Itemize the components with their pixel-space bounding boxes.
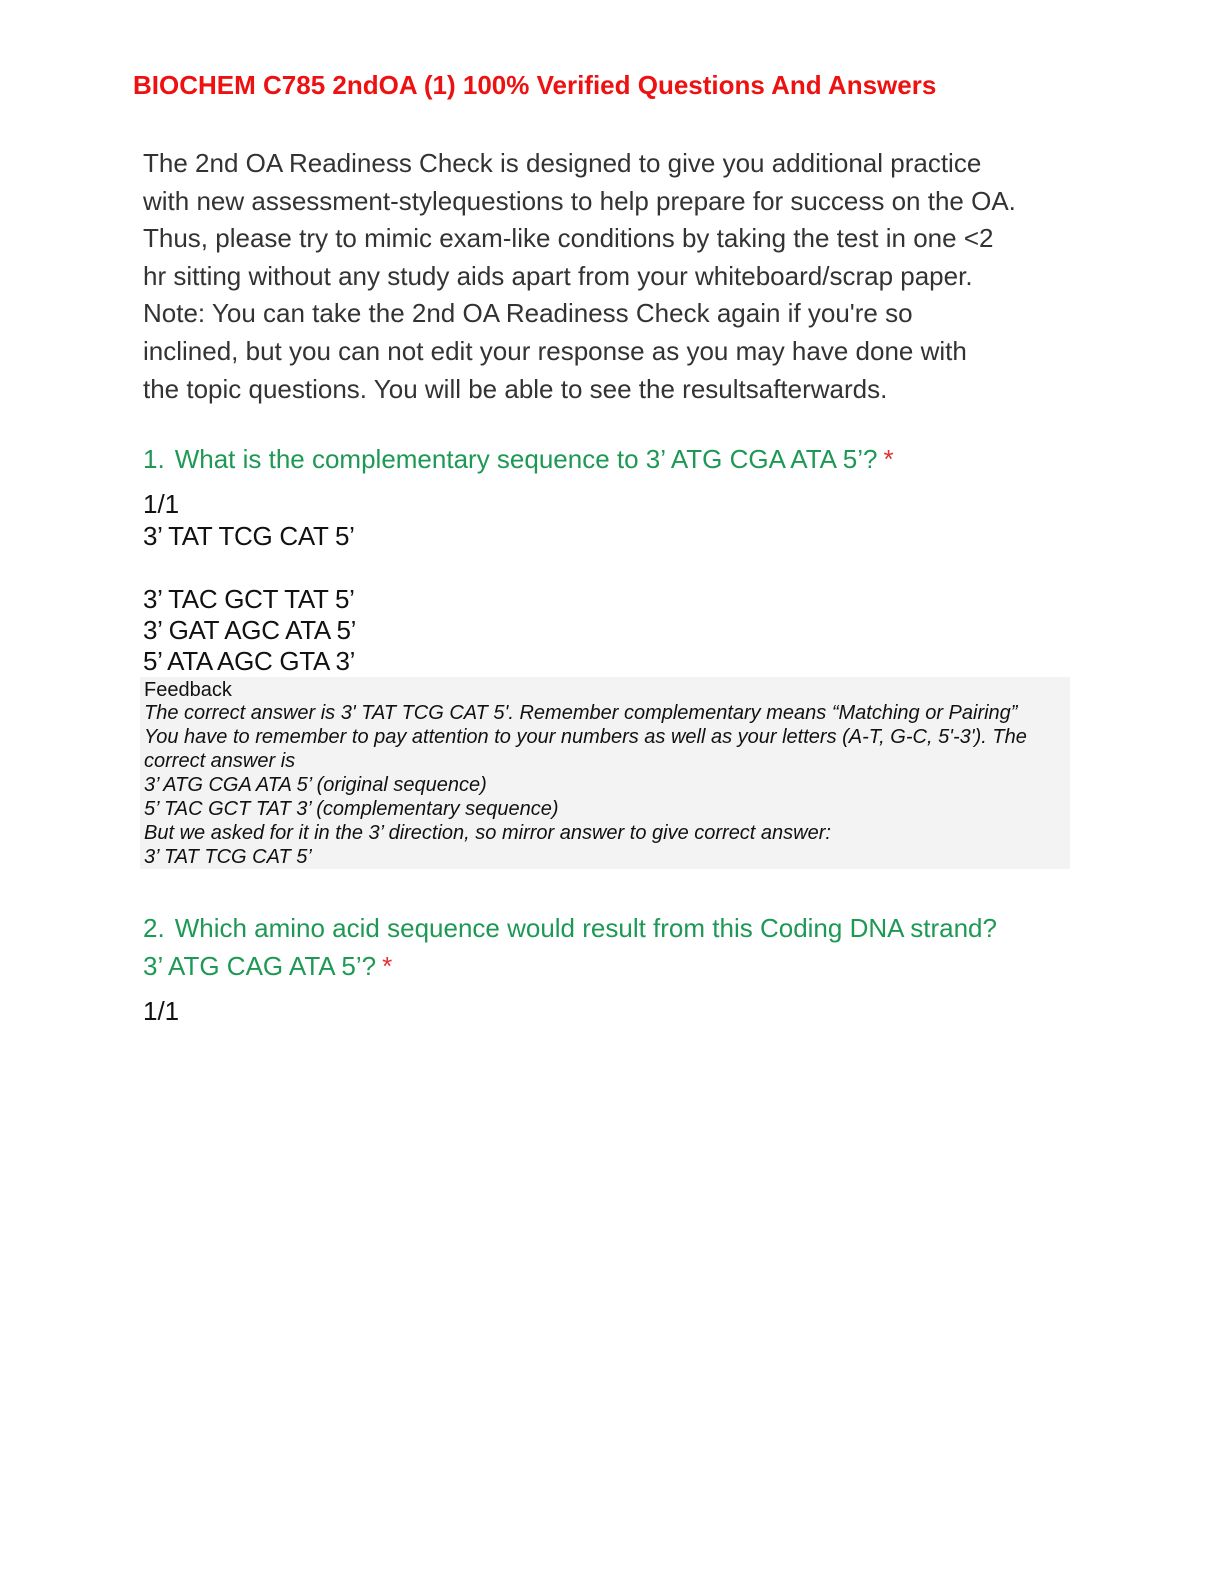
question-number: 1. — [143, 444, 165, 474]
required-marker: * — [382, 951, 393, 981]
feedback-text — [144, 701, 1066, 869]
answer-option[interactable]: 3’ TAC GCT TAT 5’ — [143, 584, 355, 614]
intro-line: with new assessment-stylequestions to help prepare for success on the OA. — [143, 185, 1016, 216]
required-marker: * — [883, 444, 894, 474]
document-title: BIOCHEM C785 2ndOA (1) 100% Verified Questions And Answers — [133, 70, 937, 100]
intro-line: inclined, but you can not edit your response as you may have done with — [143, 335, 967, 366]
question-number: 2. — [143, 913, 165, 943]
feedback-line: The correct answer is 3' TAT TCG CAT 5'. Remember complementary means “Matching or Pairing” — [144, 702, 1018, 724]
feedback-heading: Feedback — [144, 679, 232, 701]
feedback-line: 3’ ATG CGA ATA 5’ (original sequence) — [144, 774, 487, 796]
question-text: What is the complementary sequence to 3’ ATG CGA ATA 5’? — [174, 444, 878, 474]
question-text: Which amino acid sequence would result from this Coding DNA strand? 3’ ATG CAG ATA 5’? — [143, 913, 997, 981]
feedback-line: But we asked for it in the 3’ direction, so mirror answer to give correct answer: — [144, 822, 831, 844]
question-2-heading — [143, 909, 1023, 985]
feedback-line: correct answer is — [144, 750, 296, 772]
intro-line: hr sitting without any study aids apart from your whiteboard/scrap paper. — [143, 260, 973, 291]
intro-paragraph — [143, 145, 1083, 408]
question-2-score: 1/1 — [143, 996, 180, 1026]
intro-line: Thus, please try to mimic exam-like conditions by taking the test in one <2 — [143, 223, 994, 254]
question-1-score: 1/1 — [143, 489, 180, 519]
intro-line: the topic questions. You will be able to see the resultsafterwards. — [143, 373, 888, 404]
question-1-heading — [143, 440, 1043, 478]
feedback-panel — [140, 677, 1070, 869]
answer-option[interactable]: 3’ TAT TCG CAT 5’ — [143, 521, 355, 551]
feedback-line: 5’ TAC GCT TAT 3’ (complementary sequence) — [144, 798, 559, 820]
intro-line: Note: You can take the 2nd OA Readiness Check again if you're so — [143, 298, 913, 329]
answer-option[interactable]: 3’ GAT AGC ATA 5’ — [143, 615, 357, 645]
answer-option[interactable]: 5’ ATA AGC GTA 3’ — [143, 646, 356, 676]
feedback-line: You have to remember to pay attention to your numbers as well as your letters (A-T, G-C, 5'-3'). The — [144, 726, 1027, 748]
intro-line: The 2nd OA Readiness Check is designed to give you additional practice — [143, 148, 982, 178]
feedback-line: 3’ TAT TCG CAT 5’ — [144, 846, 312, 868]
